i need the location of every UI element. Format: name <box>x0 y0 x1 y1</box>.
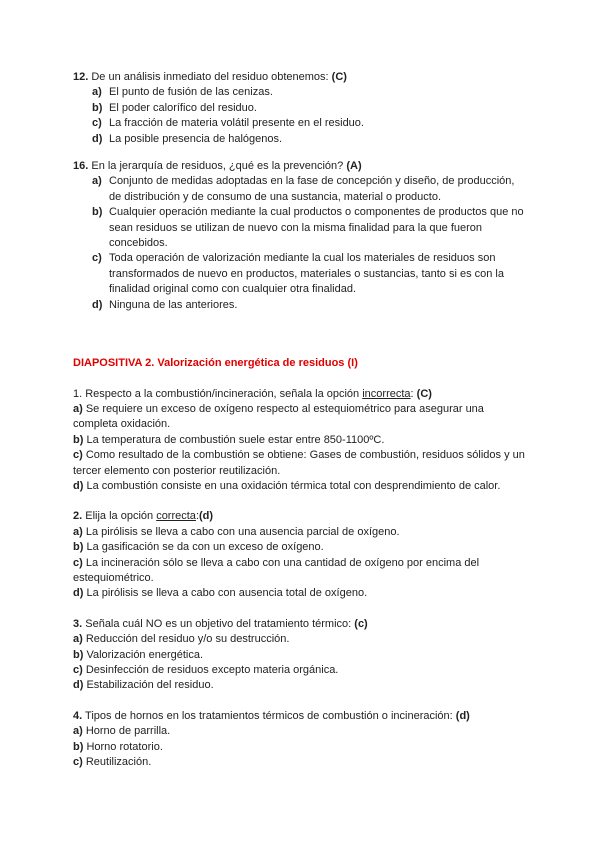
answer-line <box>73 586 540 601</box>
option-letter: a) <box>92 175 102 188</box>
answer-line <box>73 755 540 770</box>
answer-line <box>73 663 540 678</box>
option-c <box>92 116 540 131</box>
section-question-4 <box>73 709 540 771</box>
option-letter: d) <box>92 298 103 311</box>
option-letter: a) <box>73 725 83 738</box>
option-text-line: Cualquier operación mediante la cual productos o componentes de productos que no <box>109 206 524 219</box>
option-letter: c) <box>73 449 83 462</box>
option-text: La fracción de materia volátil presente en el residuo. <box>109 117 364 130</box>
option-text: La pirólisis se lleva a cabo con ausencia total de oxígeno. <box>83 587 368 600</box>
option-text-line: Conjunto de medidas adoptadas en la fase de concepción y diseño, de producción, <box>109 175 515 188</box>
option-text: La pirólisis se lleva a cabo con una ausencia parcial de oxígeno. <box>82 525 400 538</box>
option-text: Reducción del residuo y/o su destrucción. <box>82 633 290 646</box>
answer-line <box>73 479 540 494</box>
question-16 <box>73 159 540 313</box>
option-a <box>92 85 540 100</box>
question-text: Elija la opción <box>82 510 157 523</box>
option-d <box>92 132 540 147</box>
option-text: Horno de parrilla. <box>82 725 171 738</box>
answer-key: (d) <box>455 709 470 722</box>
option-a <box>92 174 540 205</box>
answer-key: (c) <box>354 617 368 630</box>
question-12 <box>73 70 540 147</box>
answer-line <box>73 433 540 448</box>
option-letter: d) <box>73 479 84 492</box>
option-letter: c) <box>73 664 83 676</box>
answer-key: (C) <box>416 387 432 400</box>
answer-line <box>73 556 540 571</box>
answer-line <box>73 678 540 693</box>
question-number: 12. <box>73 71 89 83</box>
option-text: estequiométrico. <box>73 571 154 584</box>
option-letter: b) <box>73 541 84 554</box>
option-text <box>109 251 504 297</box>
option-letter: c) <box>92 252 102 265</box>
question-number: 4. <box>73 709 83 722</box>
option-text: Como resultado de la combustión se obtiene: Gases de combustión, residuos sólidos y un <box>82 449 525 462</box>
option-text: tercer elemento con posterior reutilización. <box>73 464 281 477</box>
option-text: Estabilización del residuo. <box>83 679 214 692</box>
answer-line <box>73 648 540 663</box>
option-letter: a) <box>73 402 83 415</box>
option-text: Horno rotatorio. <box>83 740 163 753</box>
option-letter: d) <box>92 132 103 145</box>
option-text-line: transformados de nuevo en productos, materiales o sustancias, tanto si es con la <box>109 267 504 280</box>
answer-line <box>73 632 540 647</box>
option-text: La incineración sólo se lleva a cabo con una cantidad de oxígeno por encima del <box>82 556 480 569</box>
option-text: La posible presencia de halógenos. <box>109 132 283 145</box>
option-text-line: sean residuos se utilizan de nuevo con la misma finalidad para la que fueron <box>109 221 483 234</box>
option-letter: a) <box>73 525 83 538</box>
question-text: : <box>410 387 417 400</box>
question-text: De un análisis inmediato del residuo obtenemos: <box>88 71 332 83</box>
option-text: completa oxidación. <box>73 418 171 431</box>
option-text: La temperatura de combustión suele estar entre 850-1100ºC. <box>83 433 385 446</box>
question-12-options <box>92 85 540 147</box>
option-text: Se requiere un exceso de oxígeno respecto al estequiométrico para asegurar una <box>82 402 484 415</box>
option-letter: b) <box>73 648 84 661</box>
question-text: Tipos de hornos en los tratamientos térmicos de combustión o incineración: <box>82 709 456 722</box>
option-text-line: Ninguna de las anteriores. <box>109 298 238 311</box>
answer-line <box>73 464 540 479</box>
option-letter: a) <box>73 633 83 646</box>
section-question-2-heading <box>73 509 540 524</box>
question-keyword: incorrecta <box>362 387 411 400</box>
option-letter: b) <box>73 740 84 753</box>
option-text: La gasificación se da con un exceso de oxígeno. <box>83 541 324 554</box>
section-question-1 <box>73 387 540 495</box>
question-12-heading <box>73 70 540 85</box>
section-question-4-heading <box>73 709 540 724</box>
answer-key: (C) <box>331 71 347 83</box>
answer-line <box>73 740 540 755</box>
option-text: La combustión consiste en una oxidación térmica total con desprendimiento de calor. <box>83 479 501 492</box>
section-question-1-heading <box>73 387 540 402</box>
option-b <box>92 205 540 251</box>
option-b <box>92 101 540 116</box>
answer-key: (A) <box>346 160 362 173</box>
option-text: Valorización energética. <box>83 648 204 661</box>
answer-line <box>73 540 540 555</box>
option-letter: c) <box>73 556 83 569</box>
option-text: Reutilización. <box>82 756 152 769</box>
option-letter: d) <box>73 679 84 692</box>
option-text <box>109 205 524 251</box>
answer-key: (d) <box>199 510 214 523</box>
option-text: El poder calorífico del residuo. <box>109 101 257 114</box>
option-letter: c) <box>73 756 83 769</box>
option-letter: b) <box>92 101 103 114</box>
section-title: DIAPOSITIVA 2. Valorización energética de residuos (I) <box>73 357 358 370</box>
answer-line <box>73 402 540 417</box>
option-letter: b) <box>92 206 103 219</box>
question-number: 16. <box>73 160 89 173</box>
section-question-3 <box>73 617 540 694</box>
question-text: : <box>195 510 199 523</box>
question-keyword: correcta <box>156 510 196 523</box>
answer-line <box>73 448 540 463</box>
option-text: Desinfección de residuos excepto materia orgánica. <box>82 664 339 676</box>
answer-line <box>73 525 540 540</box>
option-text-line: de distribución y de consumo de una sustancia, material o producto. <box>109 190 442 203</box>
option-text: El punto de fusión de las cenizas. <box>109 86 273 99</box>
question-text: 1. Respecto a la combustión/incineración, señala la opción <box>73 387 363 400</box>
question-16-heading <box>73 159 540 174</box>
section-question-2 <box>73 509 540 601</box>
question-number: 2. <box>73 510 83 523</box>
option-letter: a) <box>92 86 102 99</box>
option-c <box>92 251 540 297</box>
question-text: En la jerarquía de residuos, ¿qué es la prevención? <box>88 160 347 173</box>
question-number: 3. <box>73 617 83 630</box>
answer-line <box>73 417 540 432</box>
question-text: Señala cuál NO es un objetivo del tratamiento térmico: <box>82 617 355 630</box>
option-text-line: Toda operación de valorización mediante la cual los materiales de residuos son <box>109 252 496 265</box>
option-text <box>109 174 514 205</box>
option-letter: b) <box>73 433 84 446</box>
option-text <box>109 298 237 313</box>
option-letter: c) <box>92 117 102 130</box>
section-question-3-heading <box>73 617 540 632</box>
option-d <box>92 298 540 313</box>
question-16-options <box>92 174 540 313</box>
answer-line <box>73 571 540 586</box>
option-text-line: concebidos. <box>109 237 168 250</box>
option-letter: d) <box>73 587 84 600</box>
option-text-line: finalidad original como con cualquier otra finalidad. <box>109 283 357 296</box>
answer-line <box>73 724 540 739</box>
